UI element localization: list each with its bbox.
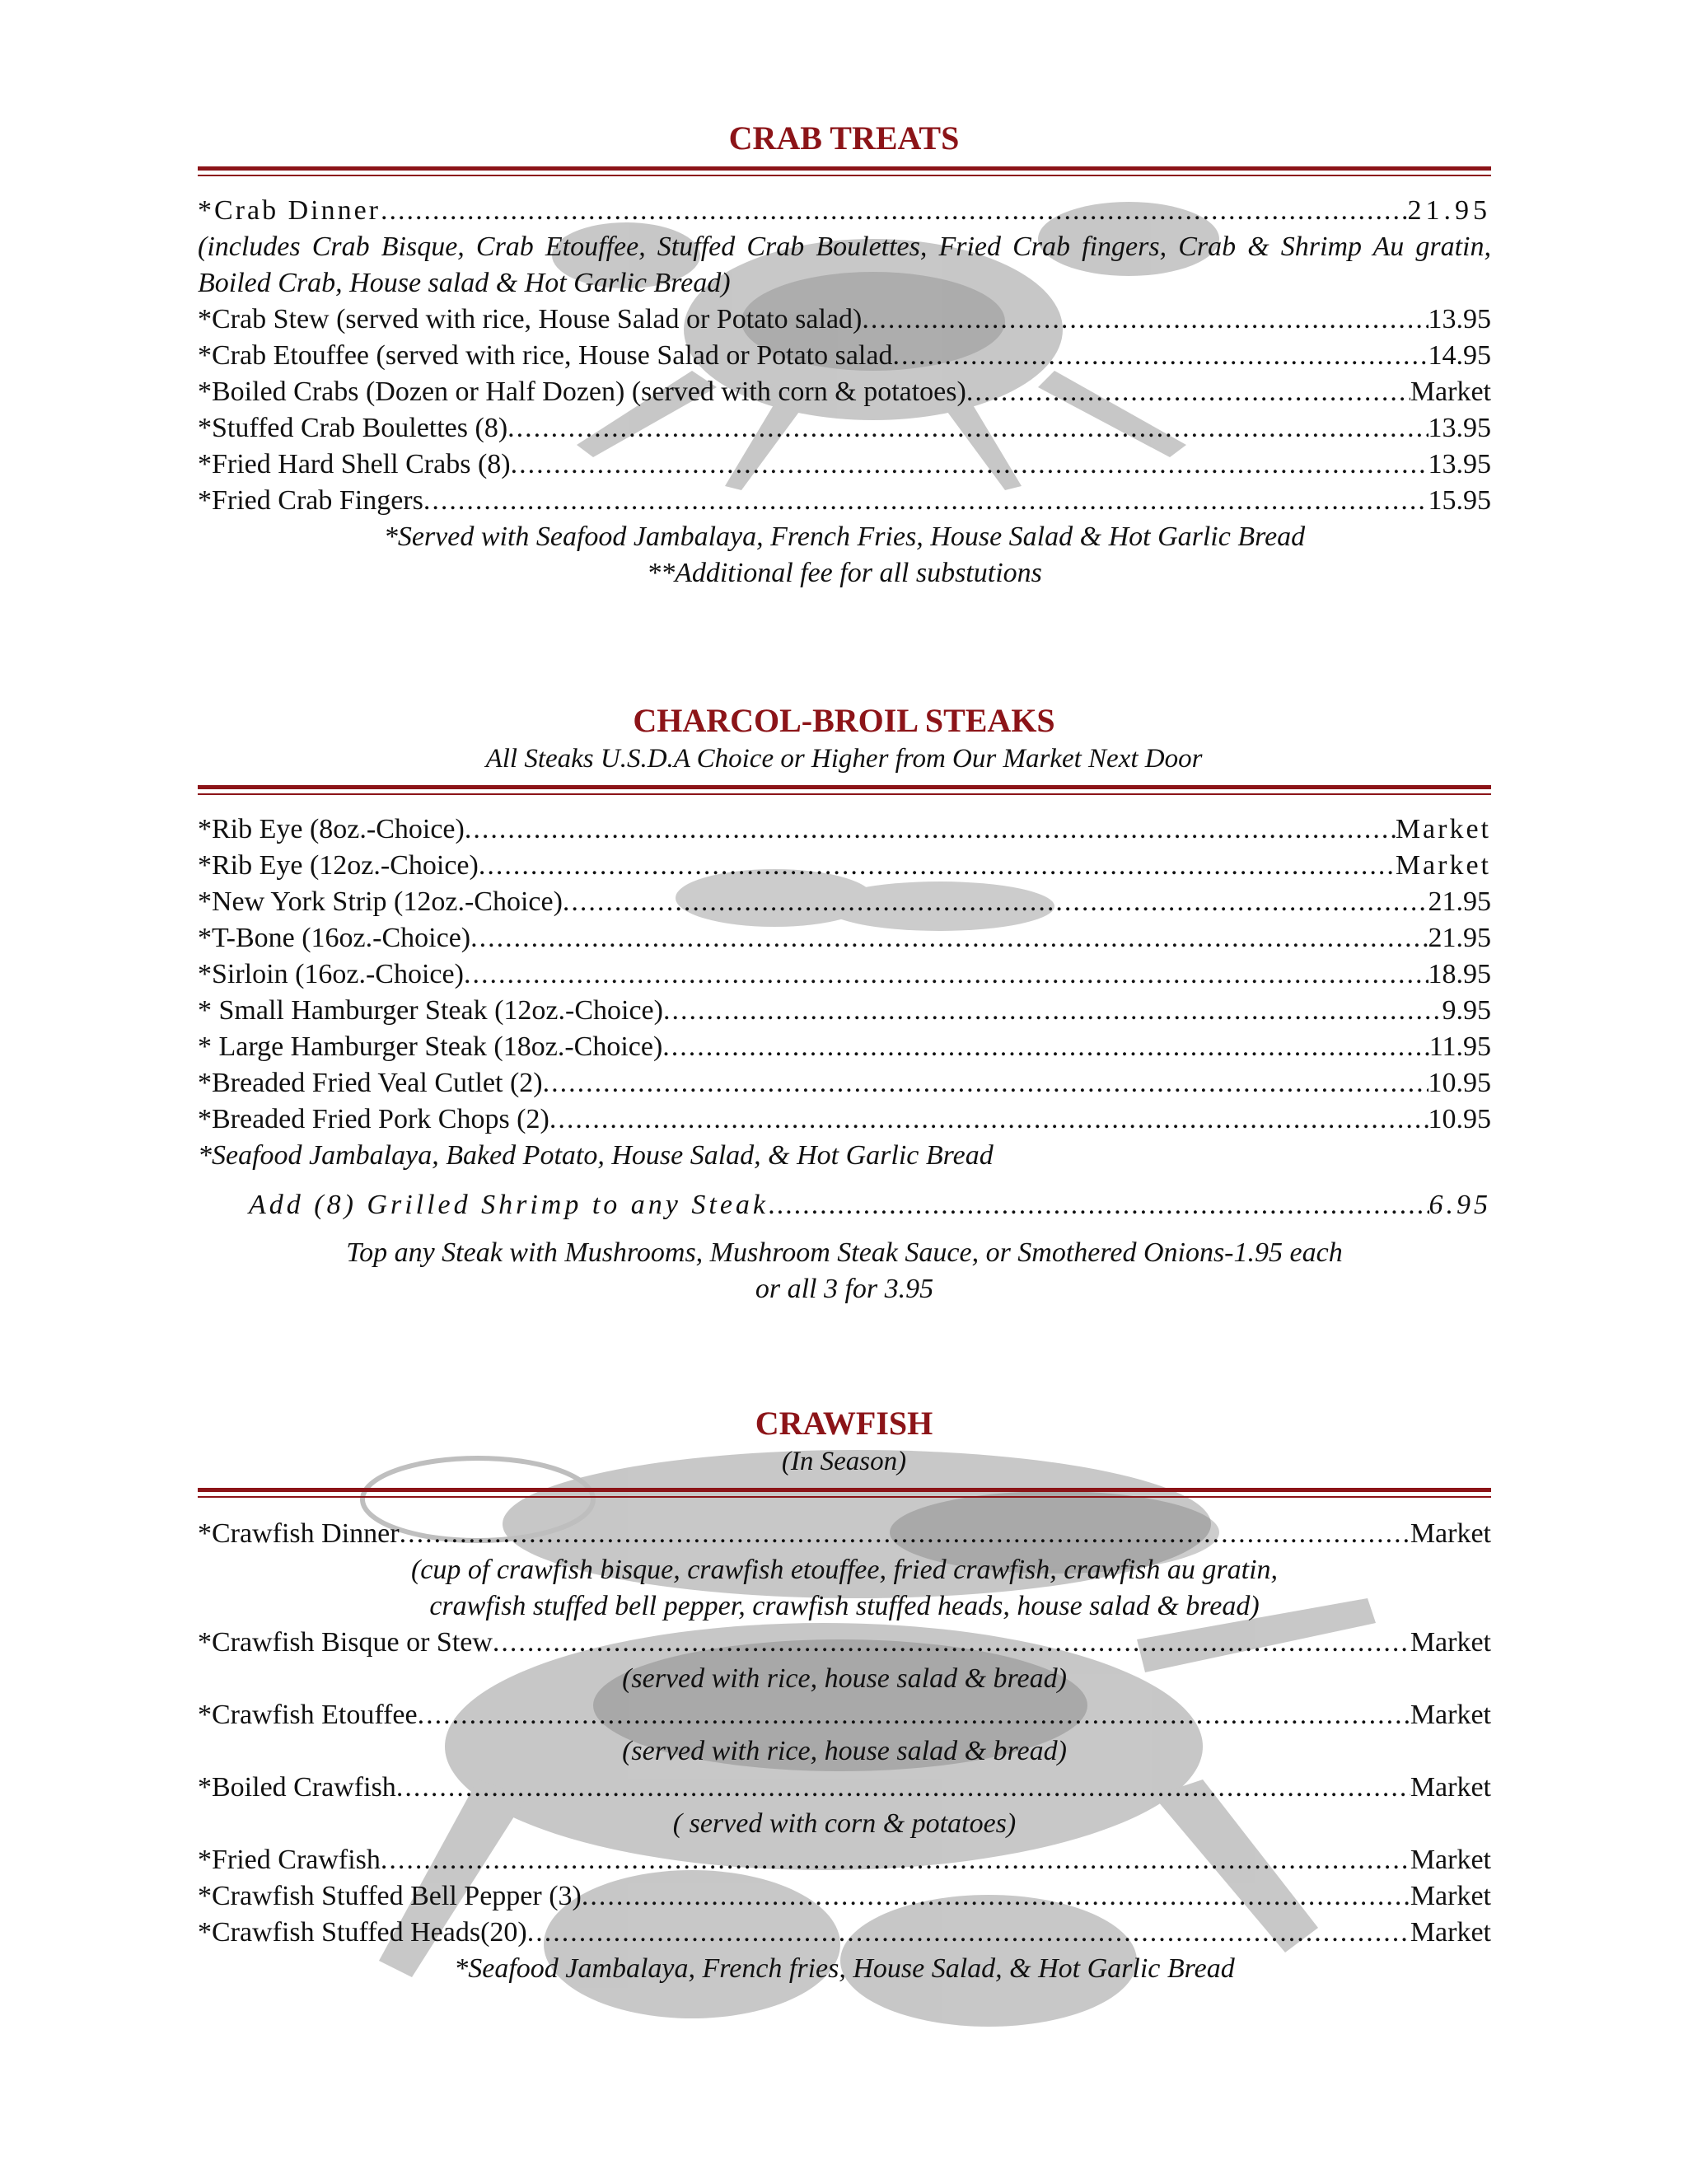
menu-item: *Breaded Fried Pork Chops (2) ..... 10.95: [198, 1101, 1491, 1138]
menu-item: *Crab Etouffee (served with rice, House Salad or Potato salad ..... 14.95: [198, 338, 1491, 374]
menu-item: *Sirloin (16oz.-Choice) ..... 18.95: [198, 956, 1491, 993]
crab-treats-section: [0, 119, 1688, 592]
crab-dinner-description: (includes Crab Bisque, Crab Etouffee, Stuffed Crab Boulettes, Fried Crab fingers, Crab & Shrimp Au gratin, Boiled Crab, House salad & Hot Garlic Bread): [198, 231, 1491, 298]
item-note: ( served with corn & potatoes): [672, 1808, 1017, 1840]
section-subtitle: All Steaks U.S.D.A Choice or Higher from Our Market Next Door: [485, 744, 1203, 774]
menu-item: *Rib Eye (12oz.-Choice) ..... Market: [198, 848, 1491, 884]
item-note: (served with rice, house salad & bread): [622, 1736, 1067, 1767]
crawfish-dinner-description-2: crawfish stuffed bell pepper, crawfish stuffed heads, house salad & bread): [429, 1591, 1260, 1622]
divider: [198, 166, 1491, 176]
menu-item: *Boiled Crawfish ..... Market: [198, 1770, 1491, 1806]
menu-item: *Crawfish Stuffed Bell Pepper (3) ..... Market: [198, 1878, 1491, 1915]
served-with-note: *Served with Seafood Jambalaya, French Fries, House Salad & Hot Garlic Bread: [383, 521, 1306, 552]
item-note: (served with rice, house salad & bread): [622, 1663, 1067, 1695]
divider: [198, 785, 1491, 795]
menu-item-crab-dinner: *Crab Dinner ..... 21.95: [198, 193, 1491, 229]
menu-item: *Crawfish Bisque or Stew ..... Market: [198, 1625, 1491, 1661]
steaks-section: [0, 704, 1688, 1307]
menu-item: *Rib Eye (8oz.-Choice) ..... Market: [198, 811, 1491, 848]
menu-item: * Small Hamburger Steak (12oz.-Choice) ..... 9.95: [198, 993, 1491, 1029]
menu-item: *Fried Crawfish ..... Market: [198, 1842, 1491, 1878]
served-with-note: *Seafood Jambalaya, French fries, House Salad, & Hot Garlic Bread: [454, 1953, 1235, 1985]
menu-item: *New York Strip (12oz.-Choice) ..... 21.95: [198, 884, 1491, 920]
menu-item: *Crab Stew (served with rice, House Salad or Potato salad) ..... 13.95: [198, 302, 1491, 338]
menu-item: *Crawfish Stuffed Heads(20) ..... Market: [198, 1915, 1491, 1951]
menu-item: *Stuffed Crab Boulettes (8) ..... 13.95: [198, 410, 1491, 447]
menu-item: * Large Hamburger Steak (18oz.-Choice) ..... 11.95: [198, 1029, 1491, 1065]
crawfish-section: [0, 1407, 1688, 1987]
menu-item: *Crawfish Etouffee ..... Market: [198, 1697, 1491, 1733]
menu-item: *Boiled Crabs (Dozen or Half Dozen) (served with corn & potatoes) ..... Market: [198, 374, 1491, 410]
section-subtitle: (In Season): [781, 1447, 907, 1476]
menu-item: *Fried Hard Shell Crabs (8) ..... 13.95: [198, 447, 1491, 483]
section-title: CRAB TREATS: [728, 119, 960, 157]
addon-grilled-shrimp: Add (8) Grilled Shrimp to any Steak ..... 6.95: [249, 1187, 1491, 1223]
divider: [198, 1488, 1491, 1498]
crawfish-dinner-description: (cup of crawfish bisque, crawfish etouffee, fried crawfish, crawfish au gratin,: [410, 1555, 1279, 1586]
menu-item: *T-Bone (16oz.-Choice) ..... 21.95: [198, 920, 1491, 956]
section-title: CHARCOL-BROIL STEAKS: [633, 702, 1055, 739]
menu-item-crawfish-dinner: *Crawfish Dinner ..... Market: [198, 1516, 1491, 1552]
section-title: CRAWFISH: [755, 1405, 933, 1442]
menu-item: *Fried Crab Fingers ..... 15.95: [198, 483, 1491, 519]
served-with-note: *Seafood Jambalaya, Baked Potato, House Salad, & Hot Garlic Bread: [198, 1140, 994, 1172]
menu-item: *Breaded Fried Veal Cutlet (2) ..... 10.95: [198, 1065, 1491, 1101]
topping-note: Top any Steak with Mushrooms, Mushroom Steak Sauce, or Smothered Onions-1.95 each: [346, 1237, 1343, 1269]
substitution-note: **Additional fee for all substutions: [647, 558, 1042, 588]
topping-note-2: or all 3 for 3.95: [755, 1274, 934, 1305]
